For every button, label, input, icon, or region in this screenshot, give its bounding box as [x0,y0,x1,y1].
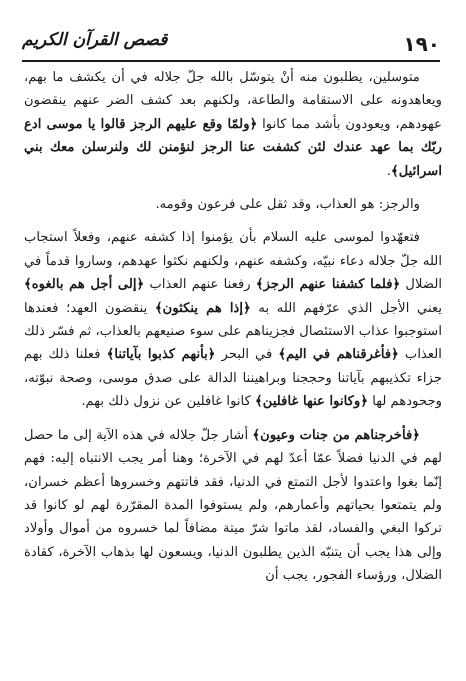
text-segment: رفعنا عنهم العذاب [144,277,256,293]
quran-verse: ﴿فأغرقناهم في اليم﴾ [278,347,399,363]
quran-verse: ﴿وكانوا عنها غافلين﴾ [255,394,369,410]
quran-verse: ﴿إلى أجل هم بالغوه﴾ [24,277,145,293]
paragraph [24,424,442,588]
page-number: ١٩٠ [403,32,440,56]
text-segment: ينقضون العهد؛ فعندها استوجبوا عذاب الاستئصال فجزيناهم على سوء صنيعهم بالعذاب، ثم فسّر ذلك العذاب [24,300,442,363]
paragraph [24,66,442,183]
text-segment: متوسلين، يطلبون منه أنْ يتوسّل بالله جلّ جلاله في أن يكشف ما بهم، ويعاهدونه على الاستقامة والطاعة، ولكنهم بعد كشف الضر عنهم ينقضون عهودهم، ويعودون بأشد مما كانوا [24,70,443,132]
text-segment: كانوا غافلين عن نزول ذلك بهم. [81,394,256,410]
quran-verse: ﴿ولمّا وقع عليهم الرجز قالوا يا موسى ادع ربّك بما عهد عندك لئن كشفت عنا الرجز لنؤمنن لك ولنرسلن معك بني اسرائيل﴾ [24,116,442,179]
header-rule [22,60,440,62]
text-segment: . [386,163,391,179]
quran-verse: ﴿إذا هم ينكثون﴾ [154,300,251,316]
paragraph [24,193,442,216]
text-segment: يعني الأجل الذي عرّفهم الله به [250,300,442,316]
text-segment: فعلنا ذلك بهم جزاء تكذيبهم بآياتنا وحججنا وبراهيننا الدالة على صدق موسى، وصحة نبوّته، وجحودهم لها [24,347,442,410]
text-segment: فتعهّدوا لموسى عليه السلام بأن يؤمنوا إذا كشفه عنهم، وفعلاً استجاب الله جلّ جلاله دعاء نبيّه، وكشفه عنهم، ولكنهم نكثوا عهدهم، وساروا قدماً في الضلال [24,230,443,293]
page-header [22,30,440,60]
text-segment: أشار جلّ جلاله في هذه الآية إلى ما حصل لهم في الدنيا فضلاً عمّا أعدّ لهم في الآخرة؛ وهنا أمر يجب الانتباه إليه: فهم إنّما بغوا واعتدوا لأجل التمتع في الدنيا، فقد فاتتهم وخسروها أعظم خسران، ولم يتمتعوا بحياتهم وأعمارهم، ولم يستوفوا المدة المقرّرة لهم لو كانوا قد تركوا البغي والفساد، لقد ماتوا شرّ ميتة مضافاً لما خسروه من أموال وأولاد وإلى هذا يجب أن يتنبّه الذين يطلبون الدنيا، ويسعون لها بذهاب الآخرة، كقادة الضلال، ورؤساء الفجور، يجب أن [24,427,442,584]
text-segment: والرجز: هو العذاب، وقد ثقل على فرعون وقومه. [155,197,420,213]
running-title: قصص القرآن الكريم [22,30,168,50]
body-text [24,66,442,588]
quran-verse: ﴿فلما كشفنا عنهم الرجز﴾ [255,277,401,293]
text-segment: في البحر [215,347,279,363]
quran-verse: ﴿بأنهم كذبوا بآياتنا﴾ [106,347,216,363]
quran-verse: ﴿فأخرجناهم من جنات وعيون﴾ [252,427,420,443]
paragraph [24,226,442,413]
